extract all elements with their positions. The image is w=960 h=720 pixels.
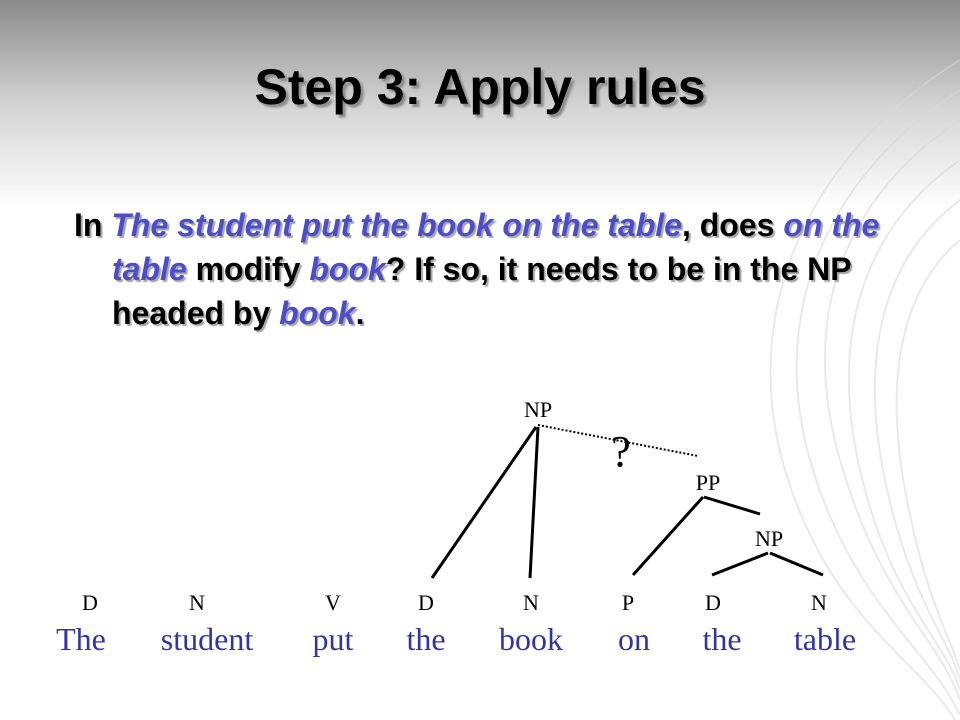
tag-p: P (621, 590, 635, 615)
branch-pp-to-np (704, 497, 760, 514)
word-put: put (312, 621, 354, 657)
node-pp: PP (695, 470, 721, 495)
branch-np-to-n (530, 427, 538, 578)
branch-pp-to-p (633, 497, 703, 575)
node-np-low: NP (754, 526, 784, 551)
word-book: book (279, 295, 356, 331)
phrase-on-the-table: on the table (112, 207, 880, 287)
paragraph-text: , does (681, 207, 784, 243)
word-book: book (309, 251, 386, 287)
example-sentence: The student put the book on the table (111, 207, 682, 243)
paragraph-text: modify (186, 251, 310, 287)
tag-n: N (189, 590, 205, 615)
question-mark: ? (611, 427, 631, 476)
tag-d: D (82, 590, 98, 615)
branch-np-to-n2 (770, 553, 823, 575)
word-the: the (406, 621, 446, 657)
word-on: on (618, 621, 650, 657)
tag-d: D (705, 590, 721, 615)
branch-np-to-d2 (712, 553, 768, 575)
paragraph-text: In (74, 207, 112, 243)
tag-n: N (811, 590, 827, 615)
node-np-top: NP (523, 397, 553, 422)
word-student: student (160, 621, 254, 657)
tag-n: N (523, 590, 539, 615)
slide-title: Step 3: Apply rules (254, 59, 706, 115)
paragraph-text: . (355, 295, 365, 331)
branch-np-to-d (432, 427, 536, 578)
word-book: book (499, 621, 563, 657)
tag-v: V (325, 590, 341, 615)
tag-d: D (418, 590, 434, 615)
word-table: table (793, 621, 857, 657)
word-the: the (702, 621, 742, 657)
paragraph-text: ? If so, it needs to be in the NP headed by (112, 251, 852, 331)
word-the: The (56, 621, 106, 657)
